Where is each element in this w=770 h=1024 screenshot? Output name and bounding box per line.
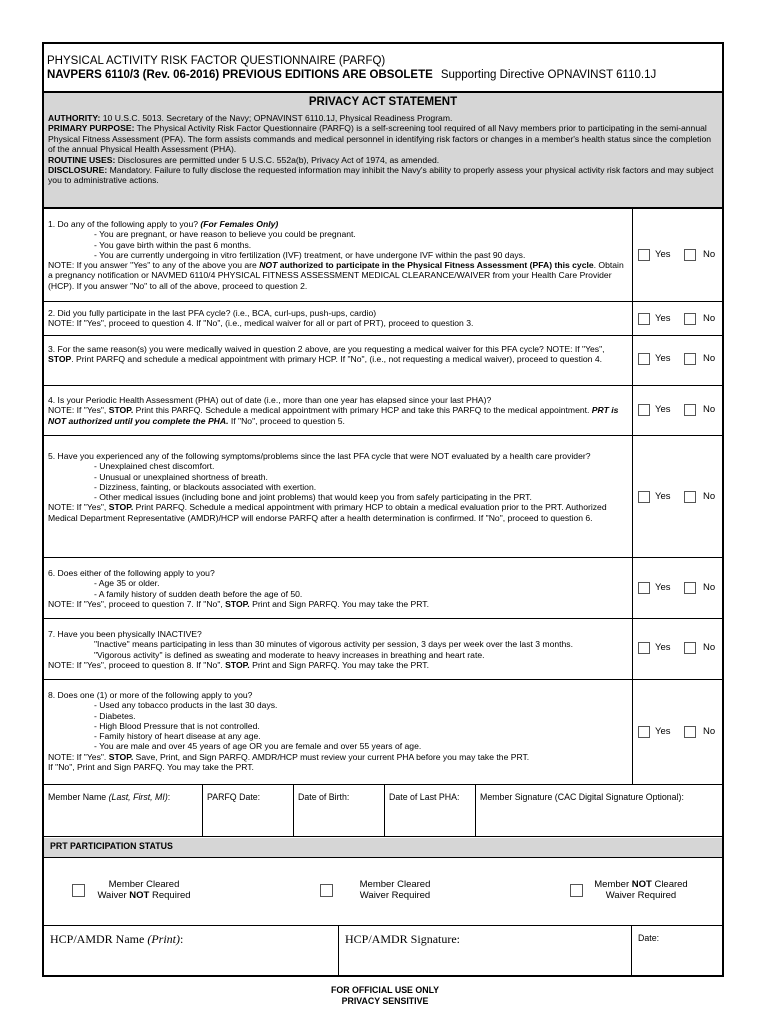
privacy-act-body — [48, 113, 714, 186]
disclosure-text: Mandatory. Failure to fully disclose the requested information may inhibit the Navy's ability to properly assess your physical activity risk factors and may subject you to administrative actions. — [48, 165, 714, 186]
date-of-birth-label: Date of Birth: — [298, 792, 350, 802]
hcp-signature-label: HCP/AMDR Signature: — [345, 932, 461, 946]
authority-label: AUTHORITY: — [48, 113, 101, 123]
option-3-member: Member — [594, 879, 632, 890]
question-5-answer — [632, 436, 723, 557]
q6-text-c: Print and Sign PARFQ. You may take the PRT. — [249, 598, 429, 609]
q4-text-c: Print this PARFQ. Schedule a medical appointment with primary HCP and take this PARFQ to the medical appointment. — [133, 405, 592, 416]
q6-bullet: - Age 35 or older. — [94, 578, 160, 589]
option-3-cleared: Cleared — [651, 879, 688, 890]
footer-privacy-sensitive: PRIVACY SENSITIVE — [341, 995, 429, 1006]
question-6-row — [44, 558, 722, 619]
q7-definition: "Vigorous activity" is defined as sweating and moderate to heavy increases in breathing and heart rate. — [94, 649, 485, 660]
question-5-text — [48, 451, 628, 523]
q6-line: 6. Does either of the following apply to you? — [48, 568, 215, 578]
q8-no-label: No — [703, 726, 716, 737]
q6-no-label: No — [703, 582, 716, 593]
question-8-answer — [632, 680, 723, 784]
q8-no-checkbox[interactable] — [684, 726, 696, 738]
q5-bullet: - Unusual or unexplained shortness of breath. — [94, 471, 268, 482]
q7-definition: "Inactive" means participating in less than 30 minutes of vigorous activity per session, 3 days per week over the last 3 months. — [94, 639, 573, 650]
routine-label: ROUTINE USES: — [48, 154, 116, 165]
hcp-name-colon: : — [180, 932, 184, 946]
question-2-answer — [632, 302, 723, 335]
q7-no-label: No — [703, 642, 716, 653]
question-1-row — [44, 209, 722, 302]
disclosure-label: DISCLOSURE: — [48, 165, 108, 176]
q7-stop: STOP. — [225, 659, 250, 670]
q5-no-label: No — [703, 491, 716, 502]
q5-line: 5. Have you experienced any of the following symptoms/problems since the last PFA cycle that were NOT evaluated by a health care provider? — [48, 451, 591, 461]
member-name-label: Member Name — [48, 792, 109, 802]
cleared-waiver-required-checkbox[interactable] — [320, 884, 333, 897]
cleared-waiver-required-label — [340, 879, 450, 901]
q4-stop: STOP. — [108, 405, 134, 416]
q3-yes-checkbox[interactable] — [638, 353, 650, 365]
q3-stop: STOP — [48, 354, 72, 365]
member-name-colon: : — [167, 792, 171, 802]
q1-females-only: (For Females Only) — [200, 219, 279, 229]
option-1-required: Required — [149, 890, 191, 901]
q5-stop: STOP. — [108, 502, 134, 513]
q8-note — [48, 752, 628, 762]
footer-official-use: FOR OFFICIAL USE ONLY — [330, 985, 439, 995]
hcp-signature-field[interactable] — [339, 926, 632, 975]
option-1-line-2 — [89, 890, 199, 901]
member-signature-field[interactable] — [476, 785, 722, 836]
q7-yes-label: Yes — [655, 642, 671, 653]
q5-text-a: NOTE: If "Yes", — [48, 502, 109, 513]
q1-note — [48, 260, 628, 291]
q6-yes-label: Yes — [655, 582, 671, 593]
prt-status-title: PRT PARTICIPATION STATUS — [50, 841, 173, 851]
question-2-text — [48, 308, 628, 329]
q8-line: 8. Does one (1) or more of the following apply to you? — [48, 690, 253, 700]
q1-note-bold: authorized to participate in the Physical Fitness Assessment (PFA) this cycle — [277, 260, 594, 271]
primary-purpose — [48, 123, 714, 154]
q1-yes-checkbox[interactable] — [638, 249, 650, 261]
form-number — [47, 69, 656, 81]
authority — [48, 113, 714, 123]
prt-status-header — [44, 838, 722, 858]
question-3-row — [44, 336, 722, 386]
routine-text: Disclosures are permitted under 5 U.S.C. 552a(b), Privacy Act of 1974, as amended. — [117, 154, 440, 165]
q4-prt-not-authorized: PRT is NOT authorized until you complete the PHA. — [48, 405, 619, 426]
hcp-date-label: Date: — [638, 933, 660, 943]
q3-no-label: No — [703, 353, 716, 364]
form-number-text: NAVPERS 6110/3 (Rev. 06-2016) PREVIOUS EDITIONS ARE OBSOLETE — [47, 69, 433, 81]
q4-text-a: NOTE: If "Yes", — [48, 405, 109, 416]
routine-uses — [48, 155, 714, 165]
q1-note-rest: . Obtain a pregnancy notification or NAVMED 6110/4 PHYSICAL FITNESS ASSESSMENT MEDICAL CLEARANCE/WAIVER from your Health Care Provider (HCP). If you answer "No" to all of the above, proceed to question 2. — [48, 260, 624, 291]
q2-yes-label: Yes — [655, 313, 671, 324]
option-2-line-1: Member Cleared — [359, 879, 431, 890]
q5-note — [48, 502, 628, 523]
purpose-label: PRIMARY PURPOSE: — [48, 123, 135, 134]
q3-text-a: 3. For the same reason(s) you were medically waived in question 2 above, are you requesting a medical waiver for this PFA cycle? NOTE: If "Yes", — [48, 344, 605, 354]
q6-yes-checkbox[interactable] — [638, 582, 650, 594]
parfq-date-label: PARFQ Date: — [207, 792, 261, 802]
q2-yes-checkbox[interactable] — [638, 313, 650, 325]
question-4-answer — [632, 386, 723, 435]
hcp-date-field[interactable] — [632, 926, 722, 975]
q2-line: 2. Did you fully participate in the last PFA cycle? (i.e., BCA, curl-ups, push-ups, cardio) — [48, 308, 377, 318]
q4-no-checkbox[interactable] — [684, 404, 696, 416]
q7-no-checkbox[interactable] — [684, 642, 696, 654]
hcp-name-field[interactable] — [44, 926, 339, 975]
cleared-no-waiver-checkbox[interactable] — [72, 884, 85, 897]
q3-no-checkbox[interactable] — [684, 353, 696, 365]
q4-yes-label: Yes — [655, 404, 671, 415]
member-signature-label: Member Signature (CAC Digital Signature Optional): — [480, 792, 684, 802]
question-2-row — [44, 302, 722, 336]
date-of-last-pha-field[interactable] — [385, 785, 476, 836]
q2-no-checkbox[interactable] — [684, 313, 696, 325]
q4-line: 4. Is your Periodic Health Assessment (PHA) out of date (i.e., more than one year has elapsed since your last PHA)? — [48, 395, 492, 405]
q5-yes-checkbox[interactable] — [638, 491, 650, 503]
q3-yes-label: Yes — [655, 353, 671, 364]
authority-text: 10 U.S.C. 5013. Secretary of the Navy; OPNAVINST 6110.1J, Physical Readiness Program. — [102, 113, 453, 123]
question-3-text — [48, 344, 628, 365]
option-2-line-2: Waiver Required — [359, 890, 431, 901]
q7-text-c: Print and Sign PARFQ. You may take the PRT. — [249, 659, 429, 670]
q6-no-checkbox[interactable] — [684, 582, 696, 594]
parfq-date-field[interactable] — [203, 785, 294, 836]
question-4-row — [44, 386, 722, 436]
member-info-row — [44, 785, 722, 837]
option-3-line-1 — [585, 879, 697, 890]
q5-no-checkbox[interactable] — [684, 491, 696, 503]
q1-bullet: - You gave birth within the past 6 months. — [94, 239, 252, 250]
question-7-row — [44, 619, 722, 680]
option-3-line-2: Waiver Required — [605, 890, 677, 901]
q5-text-c: Print PARFQ. Schedule a medical appointment with primary HCP to obtain a medical evaluation prior to the PRT. Authorized Medical Department Representative (AMDR)/HCP will endorse PARFQ after a health determination is confirmed. If "No", proceed to question 6. — [48, 502, 607, 523]
question-5-row — [44, 436, 722, 558]
question-8-text — [48, 690, 628, 772]
q1-no-checkbox[interactable] — [684, 249, 696, 261]
question-7-text — [48, 629, 628, 670]
q2-note: NOTE: If "Yes", proceed to question 4. If "No", (i.e., medical waiver for all or part of PRT), proceed to question 3. — [48, 318, 474, 329]
q8-bullet: - Used any tobacco products in the last 30 days. — [94, 700, 278, 711]
question-3-answer — [632, 336, 723, 385]
member-name-field[interactable] — [44, 785, 203, 836]
prt-status-options — [44, 858, 722, 926]
question-1-answer — [632, 209, 723, 301]
hcp-name-label: HCP/AMDR Name — [50, 932, 148, 946]
q1-no-label: No — [703, 249, 716, 260]
hcp-name-print: (Print) — [147, 932, 181, 946]
q8-bullet: - Family history of heart disease at any age. — [94, 731, 261, 742]
member-name-format: (Last, First, MI) — [108, 792, 168, 802]
form-title: PHYSICAL ACTIVITY RISK FACTOR QUESTIONNAIRE (PARFQ) — [47, 55, 386, 67]
q3-text-c: . Print PARFQ and schedule a medical appointment with primary HCP. If "No", (i.e., not requesting a medical waiver), proceed to question 4. — [71, 354, 602, 365]
hcp-row — [44, 926, 722, 975]
question-8-row — [44, 680, 722, 785]
q4-no-label: No — [703, 404, 716, 415]
q8-text-c: Save, Print, and Sign PARFQ. AMDR/HCP must review your current PHA before you may take the PRT. — [133, 751, 530, 762]
disclosure — [48, 165, 714, 186]
q8-note-no: If "No", Print and Sign PARFQ. You may take the PRT. — [48, 762, 254, 773]
q7-note — [48, 660, 628, 670]
q5-bullet: - Dizziness, fainting, or blackouts associated with exertion. — [94, 481, 317, 492]
option-1-line-1: Member Cleared — [108, 879, 180, 890]
q2-no-label: No — [703, 313, 716, 324]
q1-note-text: NOTE: If you answer "Yes" to any of the above you are — [48, 260, 260, 271]
q8-text-a: NOTE: If "Yes". — [48, 751, 109, 762]
q3-line — [48, 344, 628, 365]
question-6-answer — [632, 558, 723, 618]
q8-stop: STOP. — [108, 751, 134, 762]
option-1-waiver: Waiver — [97, 890, 130, 901]
q5-bullet: - Other medical issues (including bone and joint problems) that would keep you from safely participating in the PRT. — [94, 492, 532, 503]
q6-bullet: - A family history of sudden death before the age of 50. — [94, 588, 303, 599]
question-1-text — [48, 219, 628, 291]
q6-note — [48, 599, 628, 609]
q7-text-a: NOTE: If "Yes", proceed to question 8. If "No". — [48, 659, 226, 670]
supporting-directive: Supporting Directive OPNAVINST 6110.1J — [440, 69, 657, 81]
q8-bullet: - High Blood Pressure that is not controlled. — [94, 720, 260, 731]
privacy-act-section — [44, 91, 722, 209]
q1-yes-label: Yes — [655, 249, 671, 260]
q6-text-a: NOTE: If "Yes", proceed to question 7. If "No", — [48, 598, 226, 609]
not-cleared-label — [585, 879, 697, 901]
question-4-text — [48, 395, 628, 426]
q4-note — [48, 405, 628, 426]
q1-note-not: NOT — [259, 260, 278, 271]
not-cleared-checkbox[interactable] — [570, 884, 583, 897]
purpose-text: The Physical Activity Risk Factor Questionnaire (PARFQ) is a self-screening tool required of all Navy members prior to participating in the semi-annual Physical Fitness Assessment (PFA). The form assists commands and medical personnel in identifying risk factors or changes in a member's health status since the completion of the annual Physical Health Assessment (PHA). — [48, 123, 712, 155]
q1-line: 1. Do any of the following apply to you? — [48, 219, 201, 229]
q8-yes-checkbox[interactable] — [638, 726, 650, 738]
q1-bullet: - You are pregnant, or have reason to believe you could be pregnant. — [94, 229, 356, 240]
q1-bullet: - You are currently undergoing in vitro fertilization (IVF) treatment, or have undergone IVF within the past 90 days. — [94, 249, 526, 260]
q4-text-e: If "No", proceed to question 5. — [228, 415, 345, 426]
q5-bullet: - Unexplained chest discomfort. — [94, 461, 215, 472]
q7-yes-checkbox[interactable] — [638, 642, 650, 654]
date-of-birth-field[interactable] — [294, 785, 385, 836]
q7-line: 7. Have you been physically INACTIVE? — [48, 629, 202, 639]
q5-yes-label: Yes — [655, 491, 671, 502]
date-of-last-pha-label: Date of Last PHA: — [389, 792, 460, 802]
q8-bullet: - You are male and over 45 years of age OR you are female and over 55 years of age. — [94, 741, 422, 752]
q8-bullet: - Diabetes. — [94, 710, 136, 721]
option-1-not: NOT — [129, 890, 150, 901]
question-6-text — [48, 568, 628, 609]
privacy-act-title: PRIVACY ACT STATEMENT — [308, 96, 458, 108]
q8-yes-label: Yes — [655, 726, 671, 737]
q4-yes-checkbox[interactable] — [638, 404, 650, 416]
question-7-answer — [632, 619, 723, 679]
q6-stop: STOP. — [225, 598, 250, 609]
footer — [0, 985, 770, 1006]
option-3-not: NOT — [631, 879, 652, 890]
cleared-no-waiver-label — [89, 879, 199, 901]
